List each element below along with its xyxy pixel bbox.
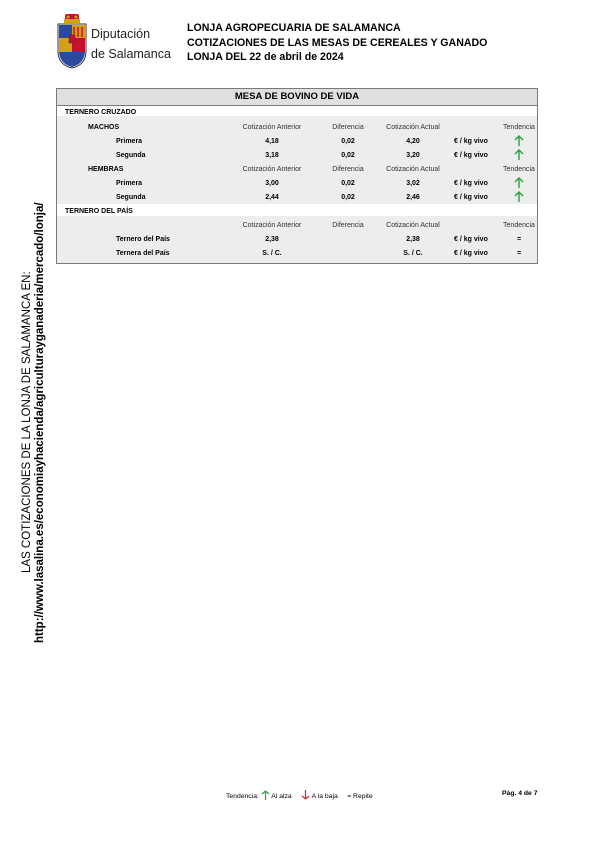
page-number: Pág. 4 de 7 [502,790,538,797]
col-header-actual: Cotización Actual [386,124,440,131]
cell-actual: 3,20 [406,152,420,159]
header-title-2: COTIZACIONES DE LAS MESAS DE CEREALES Y GANADO [187,36,488,49]
col-header-anterior: Cotización Anterior [242,222,302,229]
cell-diferencia: 0,02 [341,180,355,187]
cell-unit: € / kg vivo [454,180,488,187]
trend-up-icon [513,149,525,161]
trend-up-icon [513,135,525,147]
coat-of-arms-icon [56,13,88,69]
cell-diferencia: 0,02 [341,194,355,201]
cell-diferencia: 0,02 [341,152,355,159]
legend-down-label: A la baja [311,793,338,800]
col-header-tendencia: Tendencia [503,222,535,229]
col-header-diferencia: Diferencia [332,222,364,229]
cell-unit: € / kg vivo [454,236,488,243]
row-name: Ternera del País [116,250,170,257]
arrow-up-icon [261,790,270,800]
cell-actual: 2,46 [406,194,420,201]
cell-unit: € / kg vivo [454,152,488,159]
document-header [187,21,487,65]
table-title: MESA DE BOVINO DE VIDA [57,89,537,106]
trend-legend [226,790,373,800]
legend-repeat-label: = Repite [347,793,373,800]
section-label: TERNERO CRUZADO [65,109,137,116]
trend-repeat: = [516,250,522,257]
cell-unit: € / kg vivo [454,250,488,257]
side-note: LAS COTIZACIONES DE LA LONJA DE SALAMANCA EN: [21,271,33,573]
cell-unit: € / kg vivo [454,138,488,145]
org-name-line1: Diputación [91,27,151,41]
col-header-tendencia: Tendencia [503,124,535,131]
col-header-diferencia: Diferencia [332,166,364,173]
trend-repeat: = [516,236,522,243]
col-header-tendencia: Tendencia [503,166,535,173]
cell-diferencia: 0,02 [341,138,355,145]
row-name: Segunda [116,194,146,201]
row-name: Ternero del País [116,236,170,243]
header-title-1: LONJA AGROPECUARIA DE SALAMANCA [187,22,401,34]
diputacion-logo [56,13,171,69]
cell-anterior: S. / C. [262,250,282,257]
org-name-line2: de Salamanca [91,47,171,61]
cell-unit: € / kg vivo [454,194,488,201]
col-header-anterior: Cotización Anterior [242,124,302,131]
legend-label: Tendencia: [226,793,259,800]
group-label: MACHOS [88,124,120,131]
trend-up-icon [513,177,525,189]
col-header-actual: Cotización Actual [386,166,440,173]
section-label: TERNERO DEL PAÍS [65,208,133,215]
col-header-actual: Cotización Actual [386,222,440,229]
row-name: Primera [116,180,143,187]
arrow-down-icon [301,790,310,800]
cell-anterior: 3,00 [265,180,279,187]
col-header-diferencia: Diferencia [332,124,364,131]
cell-anterior: 4,18 [265,138,279,145]
cell-actual: S. / C. [403,250,423,257]
cell-anterior: 3,18 [265,152,279,159]
cell-actual: 4,20 [406,138,420,145]
group-label: HEMBRAS [88,166,124,173]
header-title-3: LONJA DEL 22 de abril de 2024 [187,51,344,63]
row-name: Primera [116,138,143,145]
cell-anterior: 2,44 [265,194,279,201]
cell-actual: 2,38 [406,236,420,243]
bovino-table [56,88,538,264]
cell-anterior: 2,38 [265,236,279,243]
cell-actual: 3,02 [406,180,420,187]
trend-up-icon [513,191,525,203]
side-url-link[interactable]: http://www.lasalina.es/economiayhacienda/agriculturayganaderia/mercado/lonja/ [34,202,46,643]
row-name: Segunda [116,152,146,159]
legend-up-label: Al alza [271,793,292,800]
col-header-anterior: Cotización Anterior [242,166,302,173]
